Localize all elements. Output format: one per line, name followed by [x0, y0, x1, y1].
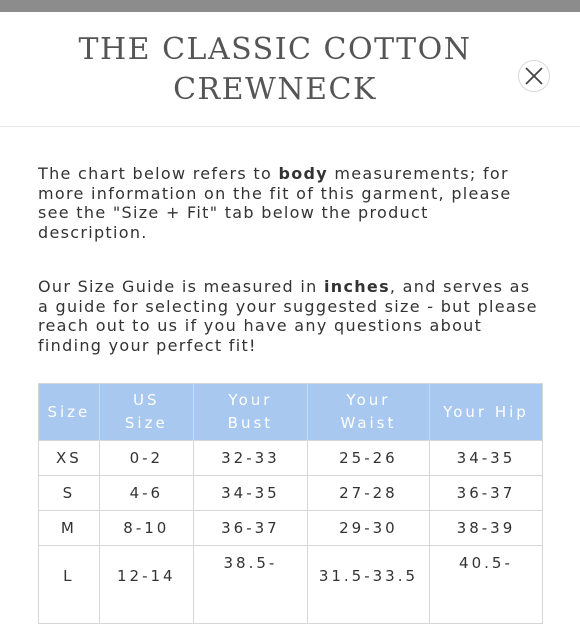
header-waist: Your Waist	[307, 384, 429, 441]
guide-bold-inches: inches	[323, 277, 390, 296]
note-bold-body: body	[278, 164, 328, 183]
header-bust: Your Bust	[193, 384, 307, 441]
modal-header	[0, 12, 580, 127]
close-icon	[525, 67, 543, 85]
cell-us: 4-6	[99, 476, 193, 511]
note-text-start: The chart below refers to	[38, 164, 279, 183]
cell-us: 0-2	[99, 441, 193, 476]
table-row	[39, 476, 543, 511]
cell-waist: 29-30	[307, 511, 429, 546]
cell-waist: 25-26	[307, 441, 429, 476]
header-size: Size	[39, 384, 100, 441]
header-us-size: US Size	[99, 384, 193, 441]
guide-text-start: Our Size Guide is measured in	[38, 277, 324, 296]
header-hip: Your Hip	[429, 384, 542, 441]
cell-bust: 36-37	[193, 511, 307, 546]
cell-size: XS	[39, 441, 100, 476]
cell-us: 12-14	[99, 546, 193, 624]
cell-bust: 32-33	[193, 441, 307, 476]
size-table	[38, 383, 543, 624]
body-measurement-note	[38, 164, 538, 242]
close-button[interactable]	[518, 60, 550, 92]
title-line-1: THE CLASSIC COTTON	[78, 32, 472, 67]
cell-waist: 31.5-33.5	[307, 546, 429, 624]
table-row	[39, 511, 543, 546]
cell-size: S	[39, 476, 100, 511]
cell-us: 8-10	[99, 511, 193, 546]
size-guide-note	[38, 277, 538, 355]
guide-text-end: , and serves as a guide for selecting your suggested size - but please reach out to us if you have any questions about finding your perfect fit!	[38, 277, 538, 355]
page-title	[60, 30, 490, 110]
cell-size: L	[39, 546, 100, 624]
note-text-end: measurements; for more information on the fit of this garment, please see the "Size + Fit" tab below the product description.	[38, 164, 512, 242]
table-row	[39, 441, 543, 476]
cell-bust: 34-35	[193, 476, 307, 511]
cell-hip: 38-39	[429, 511, 542, 546]
cell-hip: 36-37	[429, 476, 542, 511]
title-line-2: CREWNECK	[173, 72, 377, 107]
cell-hip: 34-35	[429, 441, 542, 476]
cell-size: M	[39, 511, 100, 546]
table-header-row	[39, 384, 543, 441]
cell-bust: 38.5-	[193, 546, 307, 624]
cell-waist: 27-28	[307, 476, 429, 511]
top-bar	[0, 0, 580, 12]
table-row	[39, 546, 543, 624]
cell-hip: 40.5-	[429, 546, 542, 624]
